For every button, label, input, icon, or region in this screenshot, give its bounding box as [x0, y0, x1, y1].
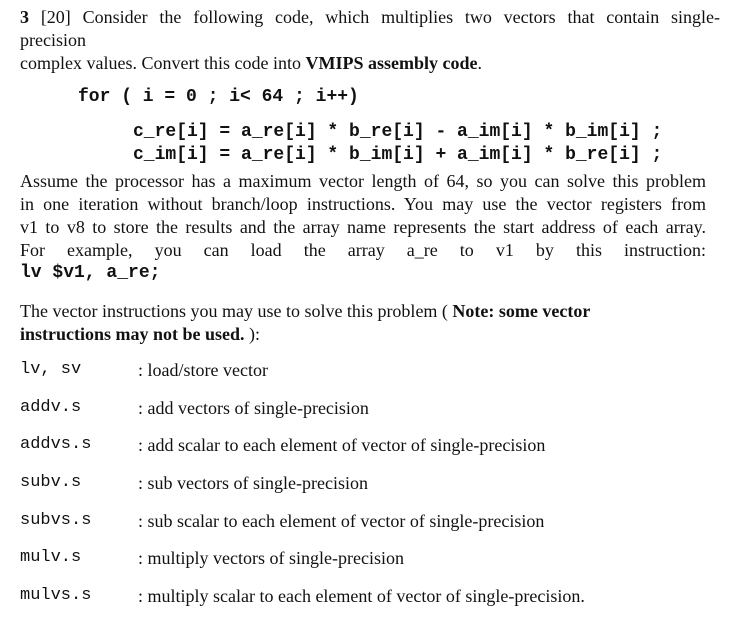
instructions-intro-line-1 — [20, 300, 720, 323]
instruction-row-mulv — [20, 546, 720, 570]
instruction-name: lv, sv — [20, 360, 82, 379]
instruction-row-mulvs — [20, 584, 720, 608]
assumption-line-2: in one iteration without branch/loop instructions. You may use the vector registers from — [20, 194, 706, 214]
instruction-name: mulv.s — [20, 548, 82, 567]
instruction-name: mulvs.s — [20, 586, 92, 605]
instruction-description: : sub scalar to each element of vector of single-precision — [138, 511, 545, 531]
instruction-name: addvs.s — [20, 435, 92, 454]
instruction-row-subv — [20, 471, 720, 495]
instruction-row-subvs — [20, 509, 720, 533]
problem-intro — [20, 6, 720, 75]
assumption-line-4: For example, you can load the array a_re to v1 by this instruction: — [20, 240, 706, 260]
instruction-row-lv-sv — [20, 358, 720, 382]
instruction-name: subv.s — [20, 473, 82, 492]
instruction-description: : multiply scalar to each element of vector of single-precision. — [138, 586, 585, 606]
assumption-line-3: v1 to v8 to store the results and the array name represents the start address of each array. — [20, 217, 706, 237]
instruction-description: : load/store vector — [138, 360, 268, 380]
example-instruction: lv $v1, a_re; — [20, 263, 161, 283]
problem-intro-text-1: Consider the following code, which multiplies two vectors that contain single- — [82, 7, 721, 27]
instruction-description: : add scalar to each element of vector of single-precision — [138, 435, 546, 455]
instructions-intro-text: The vector instructions you may use to solve this problem ( — [20, 301, 453, 321]
problem-points: [20] — [40, 7, 71, 27]
problem-intro-period: . — [477, 53, 482, 73]
instruction-description: : add vectors of single-precision — [138, 398, 369, 418]
instruction-name: addv.s — [20, 398, 82, 417]
instruction-description: : sub vectors of single-precision — [138, 473, 368, 493]
instructions-note-2: instructions may not be used. — [20, 324, 245, 344]
instruction-name: subvs.s — [20, 511, 92, 530]
assumption-paragraph — [20, 170, 706, 285]
problem-number: 3 — [20, 7, 29, 27]
instructions-intro — [20, 300, 720, 346]
instruction-row-addv — [20, 396, 720, 420]
assumption-line-1: Assume the processor has a maximum vector length of 64, so you can solve this problem — [20, 171, 706, 191]
instructions-intro-suffix: ): — [244, 324, 261, 344]
problem-intro-line-1 — [20, 6, 720, 29]
code-line-c-re: c_re[i] = a_re[i] * b_re[i] - a_im[i] * b_im[i] ; — [133, 122, 663, 142]
instruction-row-addvs — [20, 433, 720, 457]
problem-intro-line-3 — [20, 52, 720, 75]
for-loop-header: for ( i = 0 ; i< 64 ; i++) — [78, 87, 359, 107]
instruction-description: : multiply vectors of single-precision — [138, 548, 404, 568]
instructions-intro-line-2 — [20, 323, 720, 346]
problem-intro-line-2: precision — [20, 30, 86, 50]
instructions-note-1: Note: some vector — [452, 301, 591, 321]
vmips-emphasis: VMIPS assembly code — [305, 53, 478, 73]
problem-intro-text-3: complex values. Convert this code into — [20, 53, 306, 73]
code-line-c-im: c_im[i] = a_re[i] * b_im[i] + a_im[i] * b_re[i] ; — [133, 145, 663, 165]
